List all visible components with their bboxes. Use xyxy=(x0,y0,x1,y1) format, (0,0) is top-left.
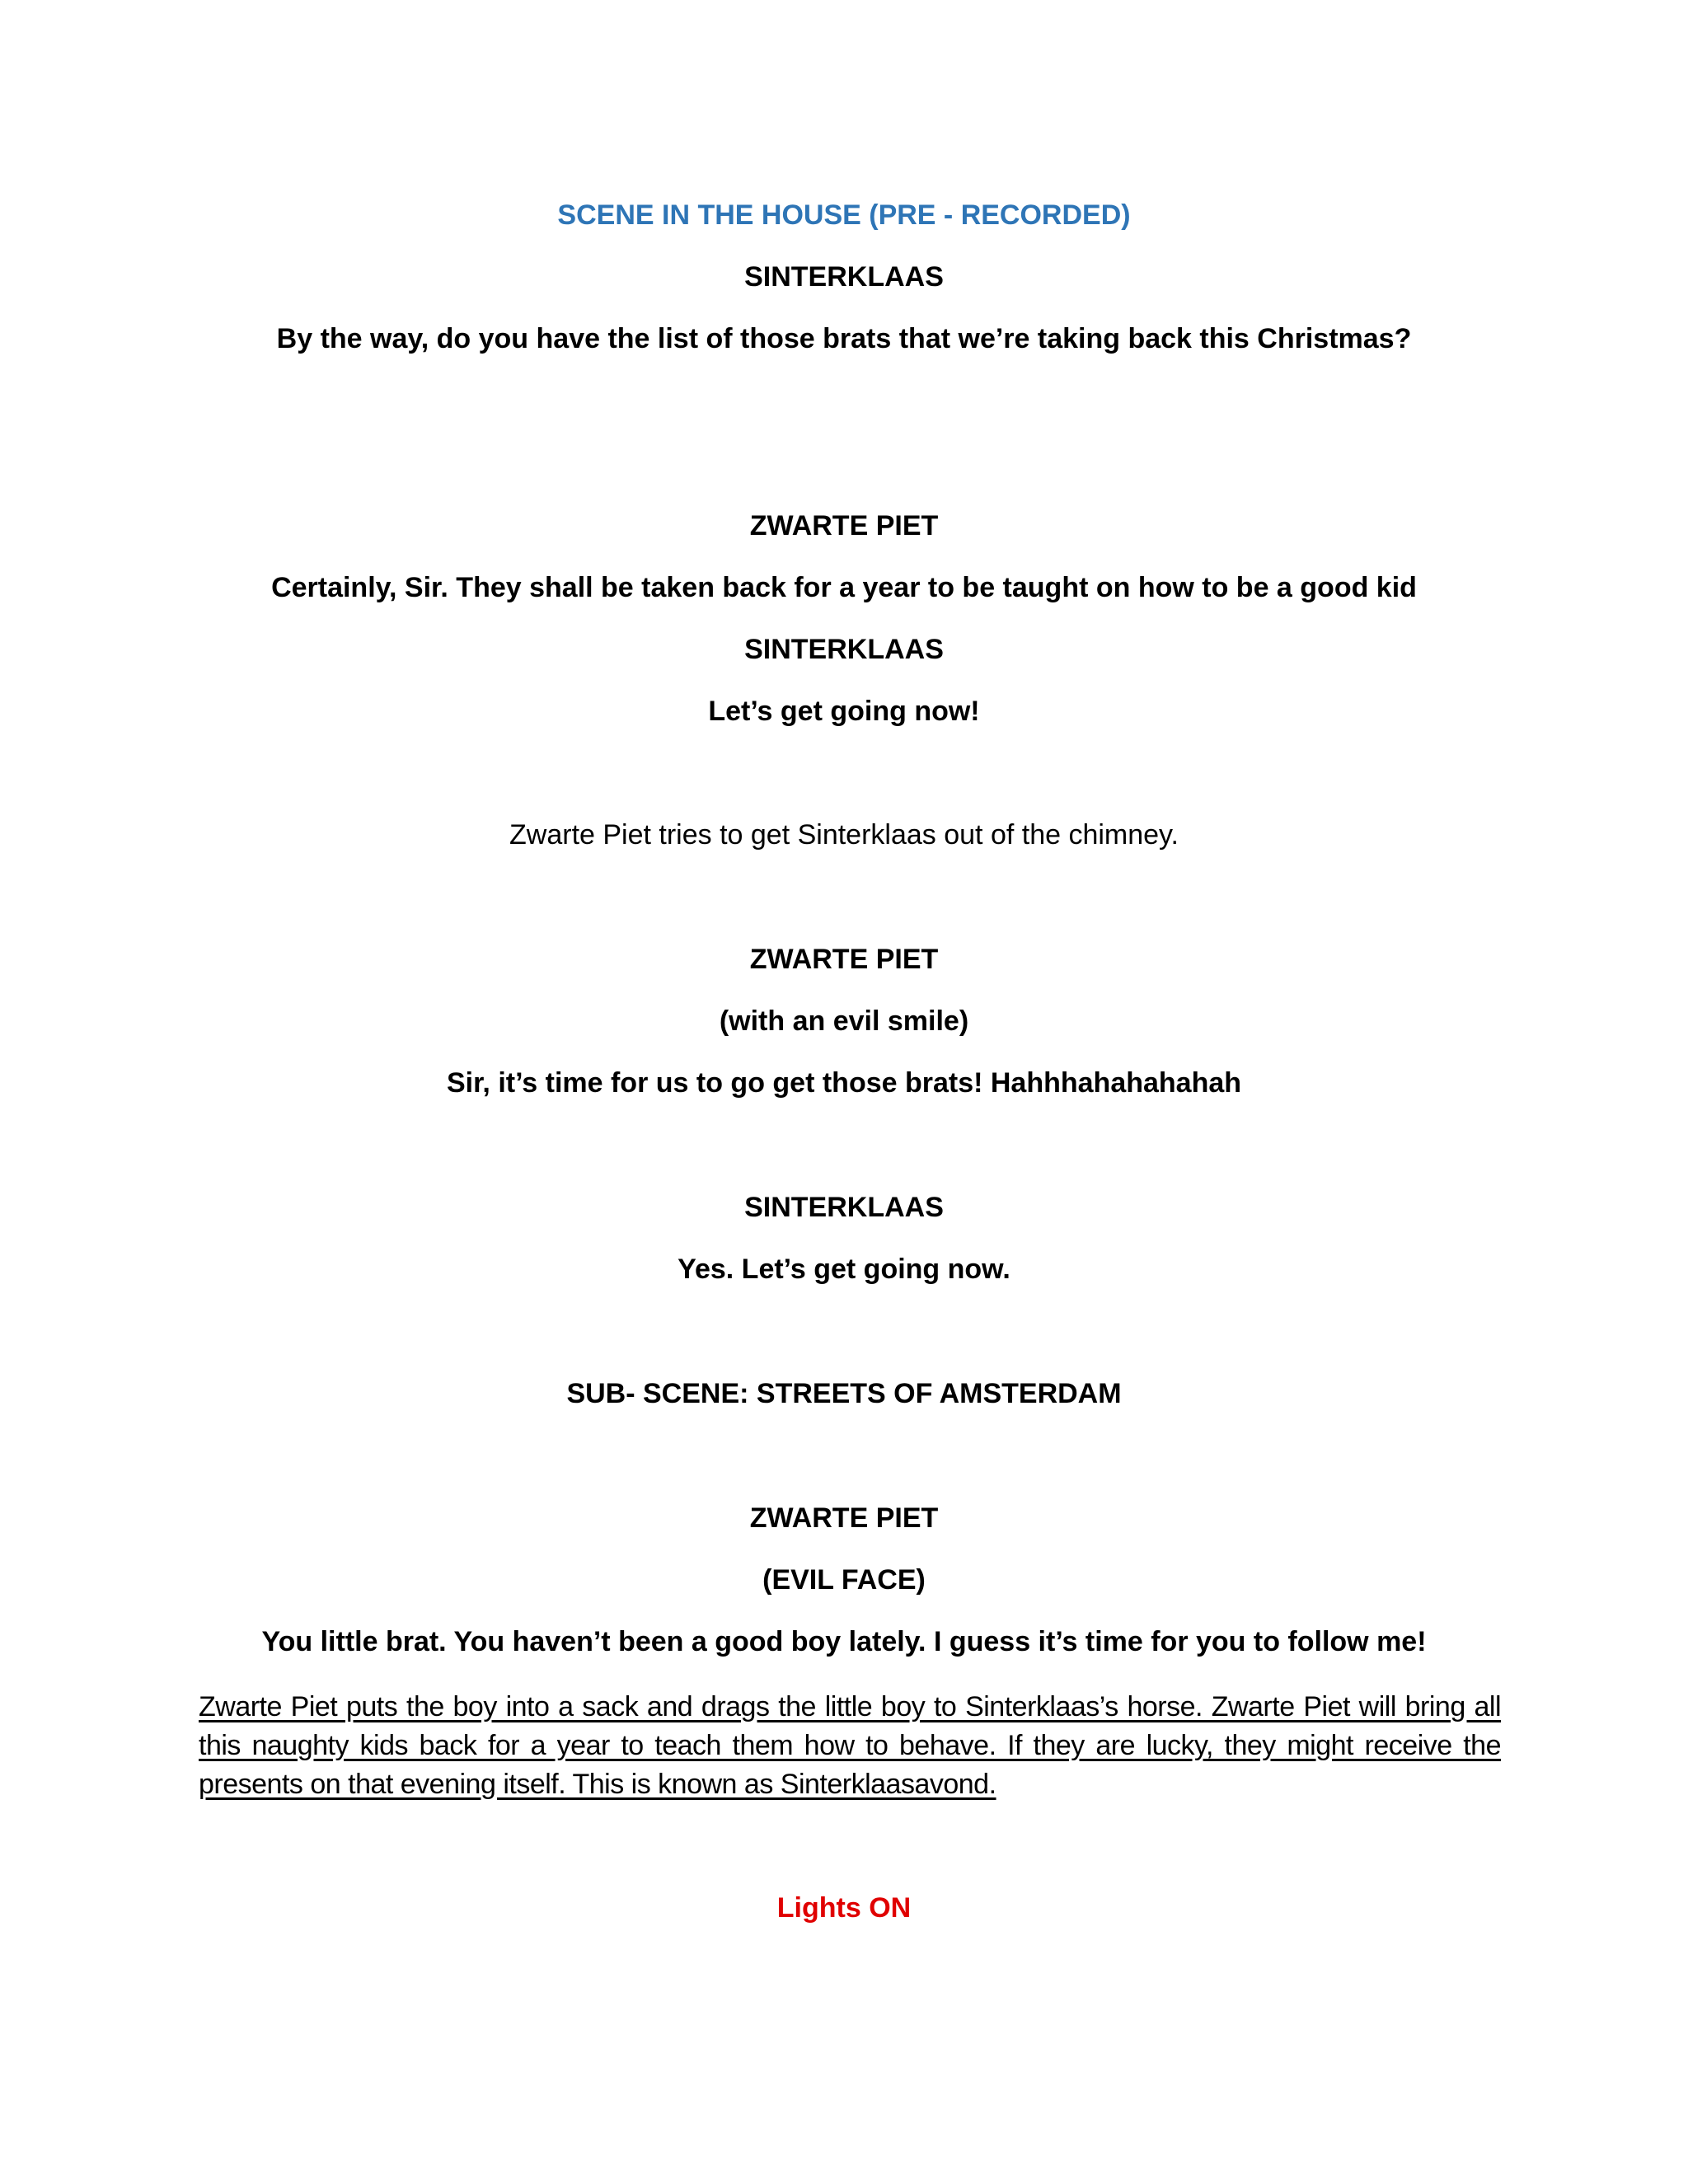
lighting-cue: Lights ON xyxy=(776,1892,912,1924)
speaker-zwarte-piet: ZWARTE PIET xyxy=(749,510,939,541)
speaker-sinterklaas: SINTERKLAAS xyxy=(744,634,944,665)
dialogue-line: Let’s get going now! xyxy=(708,696,980,727)
dialogue-line: Certainly, Sir. They shall be taken back for a year to be taught on how to be a good kid xyxy=(271,572,1417,603)
speaker-sinterklaas: SINTERKLAAS xyxy=(744,1192,944,1223)
dialogue-line: Yes. Let’s get going now. xyxy=(678,1254,1010,1285)
scene-title: SCENE IN THE HOUSE (PRE - RECORDED) xyxy=(557,199,1131,231)
stage-direction-paragraph: Zwarte Piet puts the boy into a sack and drags the little boy to Sinterklaas’s horse. Zwarte Piet will bring all this naughty kids back for a year to teach them how to behave. If they are lucky, they might receive the presents on that evening itself. This is known as Sinterklaasavond. xyxy=(199,1691,1501,1800)
speaker-sinterklaas: SINTERKLAAS xyxy=(744,261,944,293)
parenthetical: (EVIL FACE) xyxy=(762,1564,926,1596)
parenthetical: (with an evil smile) xyxy=(719,1005,969,1037)
sub-scene-title: SUB- SCENE: STREETS OF AMSTERDAM xyxy=(566,1378,1122,1409)
stage-direction: Zwarte Piet tries to get Sinterklaas out of the chimney. xyxy=(509,819,1179,851)
dialogue-line: Sir, it’s time for us to go get those brats! Hahhhahahahahah xyxy=(446,1067,1242,1099)
speaker-zwarte-piet: ZWARTE PIET xyxy=(749,944,939,975)
dialogue-line: By the way, do you have the list of those brats that we’re taking back this Christmas? xyxy=(276,323,1412,354)
dialogue-line: You little brat. You haven’t been a good boy lately. I guess it’s time for you to follow me! xyxy=(261,1626,1427,1657)
speaker-zwarte-piet: ZWARTE PIET xyxy=(749,1502,939,1534)
